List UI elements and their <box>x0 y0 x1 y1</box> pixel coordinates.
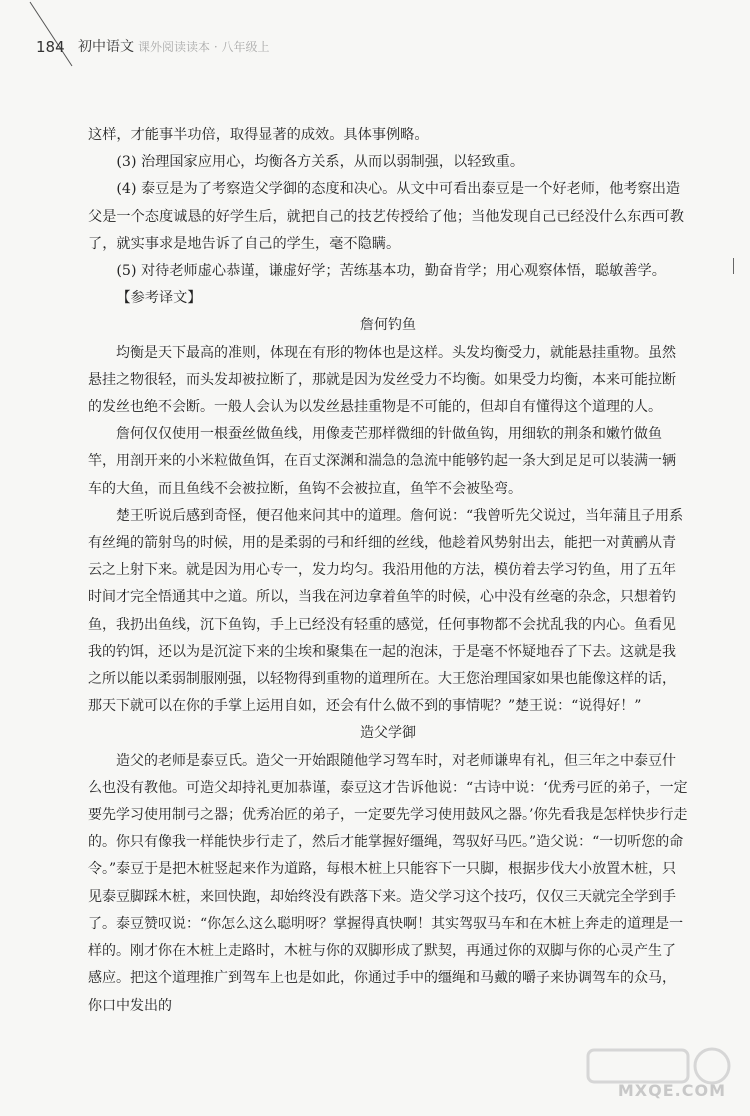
answer-item-4: (4) 泰豆是为了考察造父学御的态度和决心。从文中可看出泰豆是一个好老师，他考察出造父是一个态度诚恳的好学生后，就把自己的技艺传授给了他；当他发现自己已经没什么东西可教了，就实事求是地告诉了自己的学生，毫不隐瞒。 <box>88 181 684 252</box>
answer-continuation: 这样，才能事半功倍，取得显著的成效。具体事例略。 <box>88 127 429 143</box>
watermark-text: MXQE.COM <box>617 1081 726 1100</box>
answer-item-5: (5) 对待老师虚心恭谨，谦虚好学；苦练基本功，勤奋肯学；用心观察体悟，聪敏善学。 <box>116 263 666 280</box>
translation-article-2 <box>88 720 688 1019</box>
section-label: 【参考译文】 <box>116 290 202 307</box>
book-title-sub: 课外阅读读本 · 八年级上 <box>138 40 270 54</box>
article-paragraph: 楚王听说后感到奇怪，便召他来问其中的道理。詹何说：“我曾听先父说过，当年蒲且子用系有丝绳的箭射鸟的时候，用的是柔弱的弓和纤细的丝线，他趁着风势射出去，能把一对黄鹂从青云之上射下来。就是因为用心专一，发力均匀。我沿用他的方法，模仿着去学习钓鱼，用了五年时间才完全悟通其中之道。所以，当我在河边拿着鱼竿的时候，心中没有丝毫的杂念，只想着钓鱼，我扔出鱼线，沉下鱼钩，手上已经没有轻重的感觉，任何事物都不会扰乱我的内心。鱼看见我的钓饵，还以为是沉淀下来的尘埃和聚集在一起的泡沫，于是毫不怀疑地吞了下去。这就是我之所以能以柔弱制服刚强，以轻物得到重物的道理所在。大王您治理国家如果也能像这样的话，那天下就可以在你的手掌上运用自如，还会有什么做不到的事情呢？”楚王说：“说得好！” <box>88 507 684 715</box>
page-number: 184 <box>36 38 65 56</box>
answer-item-3: (3) 治理国家应用心，均衡各方关系，从而以弱制强，以轻致重。 <box>116 154 525 171</box>
margin-mark <box>733 258 734 274</box>
page-header <box>0 0 750 80</box>
article-title: 造父学御 <box>360 725 416 742</box>
book-title <box>78 36 269 56</box>
article-paragraph: 造父的老师是泰豆氏。造父一开始跟随他学习驾车时，对老师谦卑有礼，但三年之中泰豆什么也没有教他。可造父却持礼更加恭谨，泰豆这才告诉他说：“古诗中说：‘优秀弓匠的弟子，一定要先学习使用制弓之器；优秀冶匠的弟子，一定要先学习使用鼓风之器。’你先看我是怎样快步行走的。你只有像我一样能快步行走了，然后才能掌握好缰绳，驾驭好马匹。”造父说：“一切听您的命令。”泰豆于是把木桩竖起来作为道路，每根木桩上只能容下一只脚，根据步伐大小放置木桩，只见泰豆脚踩木桩，来回快跑，却始终没有跌落下来。造父学习这个技巧，仅仅三天就完全学到手了。泰豆赞叹说：“你怎么这么聪明呀？掌握得真快啊！其实驾驭马车和在木桩上奔走的道理是一样的。刚才你在木桩上走路时，木桩与你的双脚形成了默契，再通过你的双脚与你的心灵产生了感应。把这个道理推广到驾车上也是如此，你通过手中的缰绳和马戴的嚼子来协调驾车的众马，你口中发出的 <box>88 752 688 1014</box>
article-title: 詹何钓鱼 <box>360 317 416 334</box>
article-paragraph: 詹何仅仅使用一根蚕丝做鱼线，用像麦芒那样微细的针做鱼钩，用细软的荆条和嫩竹做鱼竿，用剖开来的小米粒做鱼饵，在百丈深渊和湍急的急流中能够钓起一条大到足足可以装满一辆车的大鱼，而且鱼线不会被拉断，鱼钩不会被拉直，鱼竿不会被坠弯。 <box>88 426 676 497</box>
translation-article-1 <box>88 312 688 720</box>
watermark-logo <box>582 1046 742 1108</box>
page-content <box>88 122 688 1020</box>
book-title-main: 初中语文 <box>78 39 134 55</box>
article-paragraph: 均衡是天下最高的准则，体现在有形的物体也是这样。头发均衡受力，就能悬挂重物。虽然悬挂之物很轻，而头发却被拉断了，那就是因为发丝受力不均衡。如果受力均衡，本来可能拉断的发丝也绝不会断。一般人会认为以发丝悬挂重物是不可能的，但却自有懂得这个道理的人。 <box>88 344 676 416</box>
